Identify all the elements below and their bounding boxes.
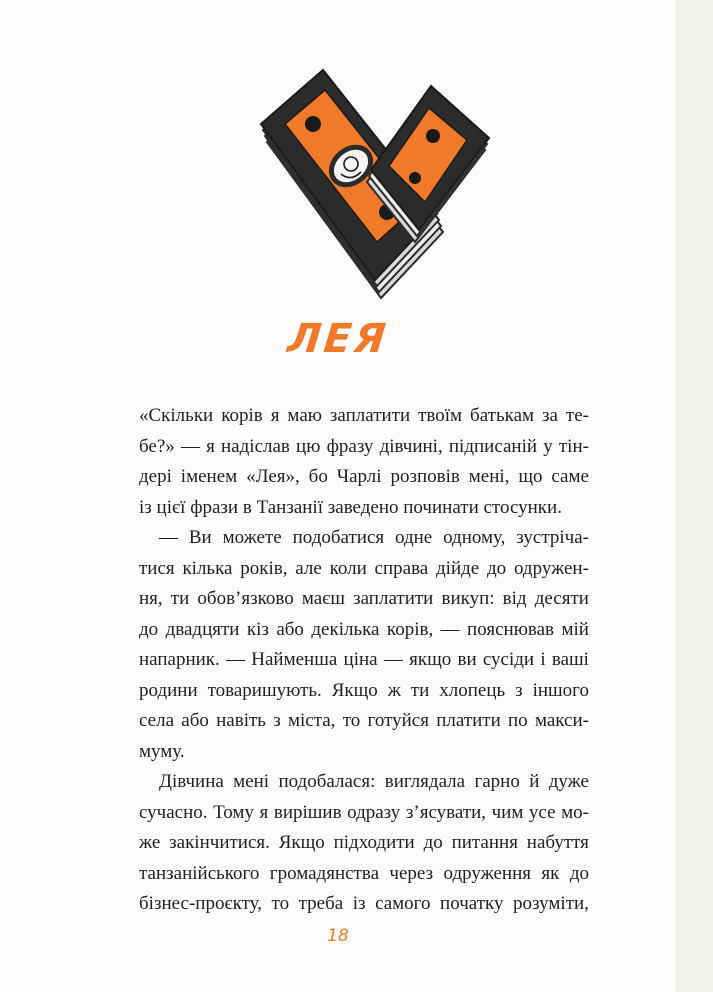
chapter-title: ЛЕЯ [285, 316, 391, 362]
text-line: танзанійського громадянства через одруження як до [139, 862, 589, 884]
text-line: муму. [139, 740, 185, 762]
heart-of-banknotes-icon [255, 62, 495, 312]
text-line: родини товаришують. Якщо ж ти хлопець з іншого [139, 679, 589, 701]
page-edge [676, 0, 713, 992]
text-line: сучасно. Тому я вирішив одразу з’ясувати, чим усе мо- [139, 801, 589, 823]
text-line: села або навіть з міста, то готуйся платити по макси- [139, 710, 589, 731]
text-line: ня, ти обов’язково маєш заплатити викуп: від десяти [139, 588, 589, 609]
page-number: 18 [327, 926, 349, 946]
text-line: із цієї фрази в Танзанії заведено починати стосунки. [139, 496, 562, 518]
text-line: до двадцяти кіз або декілька корів, — пояснював мій [139, 618, 589, 640]
body-text [139, 401, 589, 920]
text-line: бе?» — я надіслав цю фразу дівчині, підписаній у тін- [139, 435, 589, 457]
text-line: же закінчитися. Якщо підходити до питання набуття [139, 832, 589, 853]
text-line: бізнес-проєкту, то треба із самого початку розуміти, [139, 893, 589, 914]
text-line: напарник. — Найменша ціна — якщо ви сусіди і ваші [139, 649, 589, 670]
text-line: Дівчина мені подобалася: виглядала гарно й дуже [159, 771, 589, 792]
text-line: дері іменем «Лея», бо Чарлі розповів мені, що саме [139, 466, 589, 487]
text-line: тися кілька років, але коли справа дійде до одружен- [139, 557, 589, 579]
text-line: «Скільки корів я маю заплатити твоїм батькам за те- [139, 405, 589, 426]
text-line: — Ви можете подобатися одне одному, зустріча- [159, 527, 589, 548]
